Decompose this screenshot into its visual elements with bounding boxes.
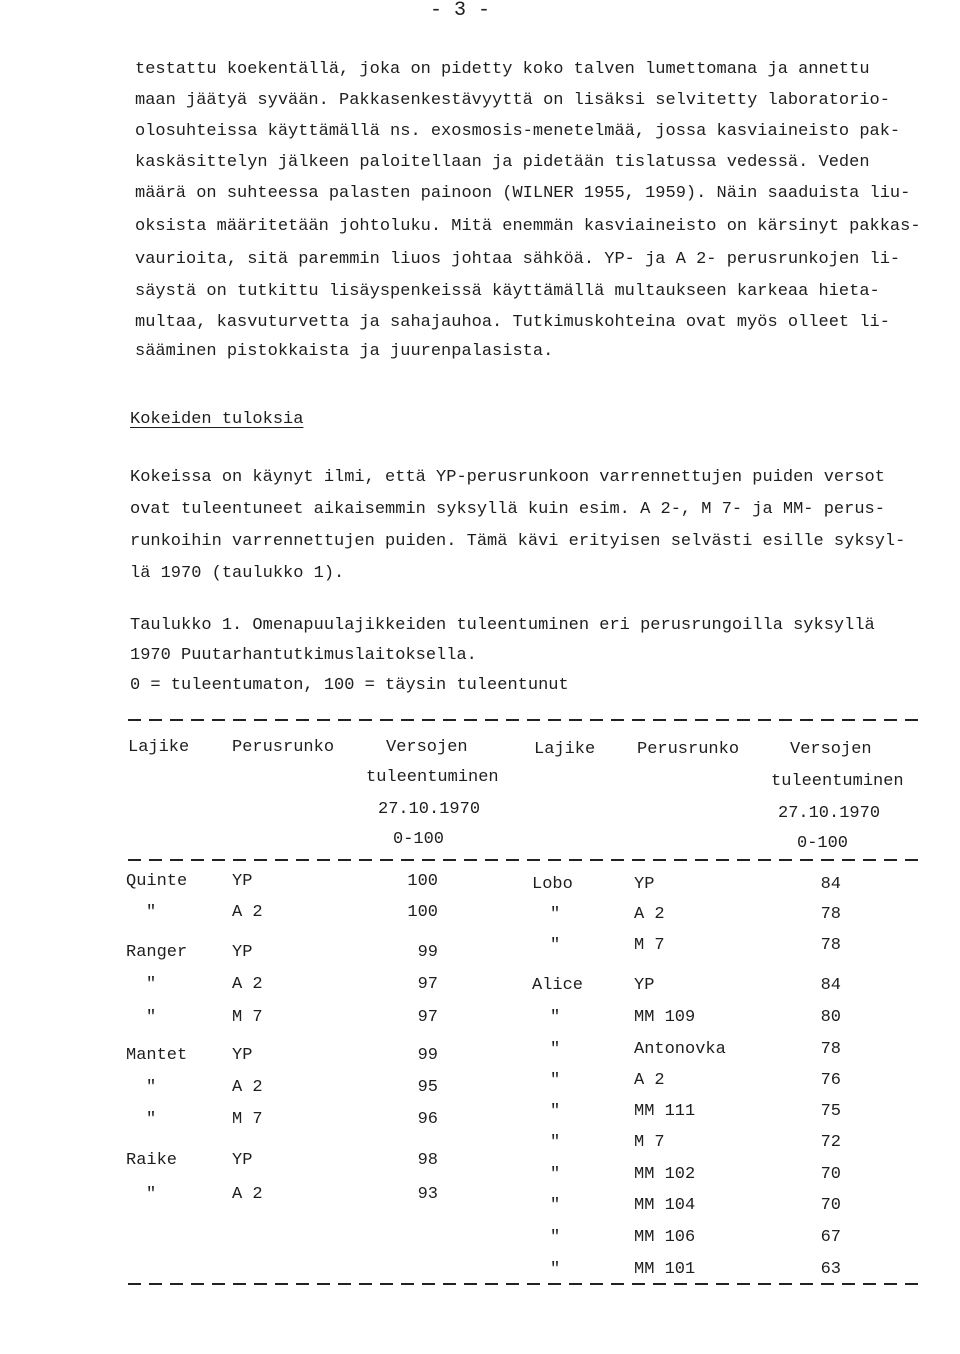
cell-value: 70 bbox=[820, 1165, 841, 1184]
caption-legend: 0 = tuleentumaton, 100 = täysin tuleentunut bbox=[130, 676, 569, 695]
text-line: oksista määritetään johtoluku. Mitä enemmän kasviaineisto on kärsinyt pakkas- bbox=[135, 217, 921, 236]
table-row bbox=[0, 1196, 960, 1216]
cell-lajike-ditto: " bbox=[146, 1008, 157, 1027]
table-row bbox=[0, 1228, 960, 1248]
cell-value: 84 bbox=[820, 976, 841, 995]
header-lajike-right: Lajike bbox=[534, 740, 596, 759]
cell-perusrunko: Antonovka bbox=[634, 1040, 726, 1059]
cell-value: 78 bbox=[820, 936, 841, 955]
table-rule-header bbox=[128, 859, 925, 861]
cell-lajike-ditto: " bbox=[550, 936, 561, 955]
cell-perusrunko: MM 101 bbox=[634, 1260, 696, 1279]
cell-lajike-ditto: " bbox=[146, 1078, 157, 1097]
cell-value: 97 bbox=[417, 975, 438, 994]
cell-lajike-ditto: " bbox=[550, 1102, 561, 1121]
caption-line: Taulukko 1. Omenapuulajikkeiden tuleentuminen eri perusrungoilla syksyllä bbox=[130, 616, 875, 635]
text-line: säystä on tutkittu lisäyspenkeissä käyttämällä multaukseen karkeaa hieta- bbox=[135, 282, 880, 301]
cell-value: 100 bbox=[407, 872, 438, 891]
cell-value: 72 bbox=[820, 1133, 841, 1152]
text-line: vaurioita, sitä paremmin liuos johtaa sähköä. YP- ja A 2- perusrunkojen li- bbox=[135, 250, 901, 269]
cell-lajike-ditto: " bbox=[550, 1165, 561, 1184]
table-row bbox=[0, 905, 960, 925]
text-line: sääminen pistokkaista ja juurenpalasista. bbox=[135, 342, 554, 361]
cell-lajike-ditto: " bbox=[550, 1133, 561, 1152]
cell-value: 96 bbox=[417, 1110, 438, 1129]
cell-value: 100 bbox=[407, 903, 438, 922]
cell-value: 95 bbox=[417, 1078, 438, 1097]
cell-lajike: Raike bbox=[126, 1151, 178, 1170]
caption-line: 1970 Puutarhantutkimuslaitoksella. bbox=[130, 646, 477, 665]
header-scale-right: 0-100 bbox=[797, 834, 849, 853]
cell-perusrunko: A 2 bbox=[634, 905, 665, 924]
cell-value: 84 bbox=[820, 875, 841, 894]
cell-value: 78 bbox=[820, 905, 841, 924]
text-line: määrä on suhteessa palasten painoon (WILNER 1955, 1959). Näin saaduista liu- bbox=[135, 184, 911, 203]
cell-lajike-ditto: " bbox=[146, 1185, 157, 1204]
header-date-left: 27.10.1970 bbox=[378, 800, 481, 819]
header-scale-left: 0-100 bbox=[393, 830, 445, 849]
table-row bbox=[0, 936, 960, 956]
cell-lajike-ditto: " bbox=[550, 1260, 561, 1279]
cell-perusrunko: M 7 bbox=[232, 1110, 263, 1129]
cell-lajike-ditto: " bbox=[146, 1110, 157, 1129]
table-row bbox=[0, 976, 960, 996]
cell-perusrunko: MM 104 bbox=[634, 1196, 696, 1215]
cell-value: 97 bbox=[417, 1008, 438, 1027]
text-line: runkoihin varrennettujen puiden. Tämä kävi erityisen selvästi esille syksyl- bbox=[130, 532, 906, 551]
header-versojen-left: Versojen bbox=[386, 738, 468, 757]
cell-perusrunko: A 2 bbox=[232, 1185, 263, 1204]
cell-value: 67 bbox=[820, 1228, 841, 1247]
cell-perusrunko: M 7 bbox=[232, 1008, 263, 1027]
table-rule-top bbox=[128, 719, 925, 721]
header-date-right: 27.10.1970 bbox=[778, 804, 881, 823]
header-versojen-left-line2: tuleentuminen bbox=[366, 768, 499, 787]
cell-value: 70 bbox=[820, 1196, 841, 1215]
cell-value: 63 bbox=[820, 1260, 841, 1279]
page-number: - 3 - bbox=[430, 0, 491, 22]
table-row bbox=[0, 1071, 960, 1091]
cell-perusrunko: M 7 bbox=[634, 936, 665, 955]
cell-lajike-ditto: " bbox=[550, 1071, 561, 1090]
cell-perusrunko: YP bbox=[232, 943, 253, 962]
header-versojen-right: Versojen bbox=[790, 740, 872, 759]
cell-lajike: Ranger bbox=[126, 943, 188, 962]
table-row bbox=[0, 1260, 960, 1280]
text-line: testattu koekentällä, joka on pidetty koko talven lumettomana ja annettu bbox=[135, 60, 870, 79]
header-perusrunko-right: Perusrunko bbox=[637, 740, 740, 759]
cell-lajike: Lobo bbox=[532, 875, 573, 894]
cell-value: 93 bbox=[417, 1185, 438, 1204]
cell-perusrunko: YP bbox=[232, 1151, 253, 1170]
text-line: lä 1970 (taulukko 1). bbox=[130, 564, 345, 583]
cell-value: 98 bbox=[417, 1151, 438, 1170]
cell-perusrunko: YP bbox=[232, 872, 253, 891]
header-perusrunko-left: Perusrunko bbox=[232, 738, 335, 757]
cell-lajike-ditto: " bbox=[550, 905, 561, 924]
text-line: maan jäätyä syvään. Pakkasenkestävyyttä on lisäksi selvitetty laboratorio- bbox=[135, 91, 890, 110]
cell-perusrunko: MM 102 bbox=[634, 1165, 696, 1184]
header-lajike-left: Lajike bbox=[128, 738, 190, 757]
cell-perusrunko: YP bbox=[232, 1046, 253, 1065]
cell-lajike: Mantet bbox=[126, 1046, 188, 1065]
table-row bbox=[0, 1040, 960, 1060]
cell-lajike-ditto: " bbox=[146, 975, 157, 994]
cell-lajike-ditto: " bbox=[550, 1196, 561, 1215]
table-row bbox=[0, 1133, 960, 1153]
cell-value: 80 bbox=[820, 1008, 841, 1027]
table-row bbox=[0, 1008, 960, 1028]
table-row bbox=[0, 1102, 960, 1122]
cell-value: 78 bbox=[820, 1040, 841, 1059]
cell-perusrunko: MM 109 bbox=[634, 1008, 696, 1027]
text-line: multaa, kasvuturvetta ja sahajauhoa. Tutkimuskohteina ovat myös olleet li- bbox=[135, 313, 890, 332]
text-line: ovat tuleentuneet aikaisemmin syksyllä kuin esim. A 2-, M 7- ja MM- perus- bbox=[130, 500, 885, 519]
cell-lajike-ditto: " bbox=[146, 903, 157, 922]
cell-perusrunko: A 2 bbox=[634, 1071, 665, 1090]
cell-perusrunko: MM 106 bbox=[634, 1228, 696, 1247]
cell-perusrunko: M 7 bbox=[634, 1133, 665, 1152]
cell-value: 99 bbox=[417, 943, 438, 962]
table-row bbox=[0, 875, 960, 895]
text-line: olosuhteissa käyttämällä ns. exosmosis-menetelmää, jossa kasviaineisto pak- bbox=[135, 122, 901, 141]
cell-perusrunko: A 2 bbox=[232, 903, 263, 922]
cell-perusrunko: MM 111 bbox=[634, 1102, 696, 1121]
text-line: Kokeissa on käynyt ilmi, että YP-perusrunkoon varrennettujen puiden versot bbox=[130, 468, 885, 487]
cell-value: 99 bbox=[417, 1046, 438, 1065]
cell-lajike-ditto: " bbox=[550, 1040, 561, 1059]
table-rule-bottom bbox=[128, 1283, 925, 1285]
table-row bbox=[0, 1165, 960, 1185]
text-line: kaskäsittelyn jälkeen paloitellaan ja pidetään tislatussa vedessä. Veden bbox=[135, 153, 870, 172]
cell-perusrunko: YP bbox=[634, 875, 655, 894]
cell-value: 76 bbox=[820, 1071, 841, 1090]
header-versojen-right-line2: tuleentuminen bbox=[771, 772, 904, 791]
cell-perusrunko: A 2 bbox=[232, 1078, 263, 1097]
section-heading: Kokeiden tuloksia bbox=[130, 410, 304, 429]
cell-lajike: Quinte bbox=[126, 872, 188, 891]
cell-perusrunko: YP bbox=[634, 976, 655, 995]
cell-lajike-ditto: " bbox=[550, 1228, 561, 1247]
cell-lajike: Alice bbox=[532, 976, 584, 995]
cell-perusrunko: A 2 bbox=[232, 975, 263, 994]
cell-value: 75 bbox=[820, 1102, 841, 1121]
cell-lajike-ditto: " bbox=[550, 1008, 561, 1027]
